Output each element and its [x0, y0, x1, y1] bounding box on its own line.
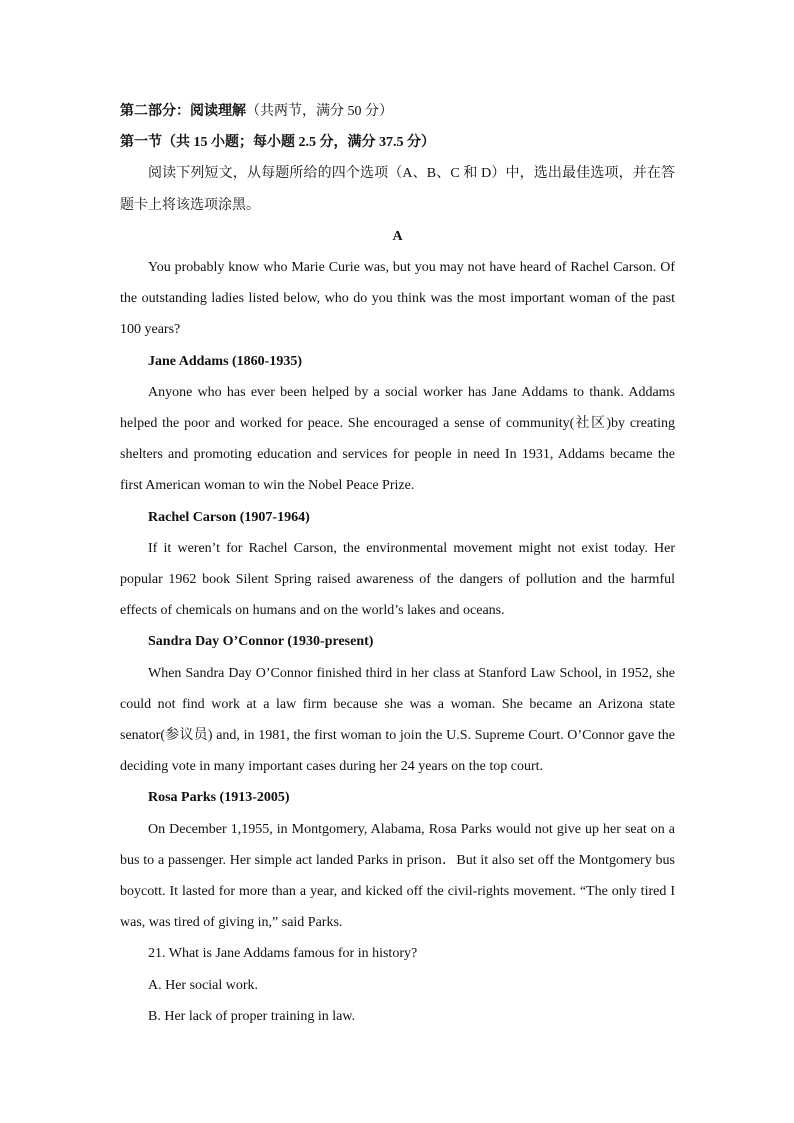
- document-content: [120, 96, 675, 1032]
- part-title-note: （共两节，满分 50 分）: [246, 104, 393, 119]
- question-stem: 21. What is Jane Addams famous for in history?: [148, 946, 418, 962]
- entry-heading-sandra-day-oconnor: Sandra Day O’Connor (1930-present): [148, 634, 374, 650]
- passage-intro: You probably know who Marie Curie was, but you may not have heard of Rachel Carson. Of the outstanding ladies listed below, who do you think was the most important woman of the past 100 years?: [120, 260, 675, 338]
- passage-label: A: [392, 228, 403, 244]
- entry-heading-rachel-carson: Rachel Carson (1907-1964): [148, 509, 310, 525]
- entry-text-rachel-carson: If it weren’t for Rachel Carson, the environmental movement might not exist today. Her popular 1962 book Silent Spring raised awareness of the dangers of pollution and the harmful effects of chemicals on humans and on the world’s lakes and oceans.: [120, 540, 675, 619]
- part-title: [120, 96, 675, 127]
- entry-text-jane-addams: Anyone who has ever been helped by a social worker has Jane Addams to thank. Addams helped the poor and worked for peace. She encouraged a sense of community(社区)by creating shelters and promoting education and services for people in need In 1931, Addams became the first American woman to win the Nobel Peace Prize.: [120, 384, 675, 494]
- part-title-main: 第二部分：阅读理解: [120, 104, 246, 119]
- question-option-b: B. Her lack of proper training in law.: [148, 1008, 356, 1024]
- entry-text-sandra-day-oconnor: When Sandra Day O’Connor finished third in her class at Stanford Law School, in 1952, she could not find work at a law firm because she was a woman. She became an Arizona state senator(参议员) and, in 1981, the first woman to join the U.S. Supreme Court. O’Connor gave the deciding vote in many important cases during her 24 years on the top court.: [120, 665, 675, 775]
- entry-text-rosa-parks: On December 1,1955, in Montgomery, Alabama, Rosa Parks would not give up her seat on a bus to a passenger. Her simple act landed Parks in prison．But it also set off the Montgomery bus boycott. It lasted for more than a year, and kicked off the civil-rights movement. “The only tired I was, was tired of giving in,” said Parks.: [120, 821, 675, 931]
- question-option-a: A. Her social work.: [148, 977, 259, 993]
- instructions: 阅读下列短文，从每题所给的四个选项（A、B、C 和 D）中，选出最佳选项，并在答题卡上将该选项涂黑。: [120, 166, 675, 213]
- subsection-title: 第一节（共 15 小题；每小题 2.5 分，满分 37.5 分）: [120, 135, 435, 151]
- entry-heading-rosa-parks: Rosa Parks (1913-2005): [148, 790, 290, 806]
- entry-heading-jane-addams: Jane Addams (1860-1935): [148, 353, 303, 369]
